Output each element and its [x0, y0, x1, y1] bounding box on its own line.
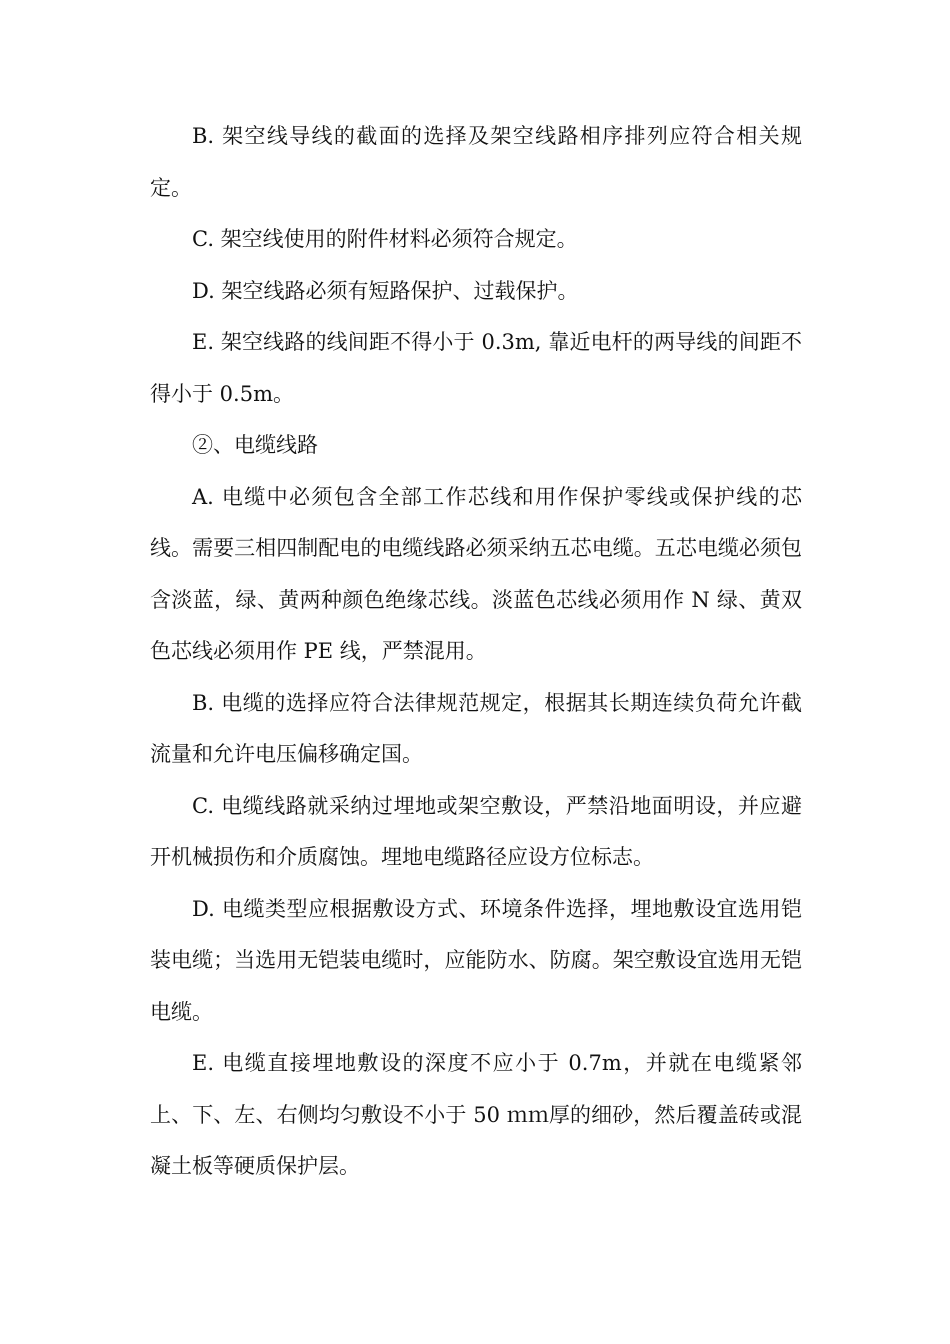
paragraph-cable-a: A. 电缆中必须包含全部工作芯线和用作保护零线或保护线的芯线。需要三相四制配电的电缆线路必须采纳五芯电缆。五芯电缆必须包含淡蓝，绿、黄两种颜色绝缘芯线。淡蓝色芯线必须用作 N 绿、黄双色芯线必须用作 PE 线，严禁混用。: [150, 484, 802, 663]
paragraph-cable-d: D. 电缆类型应根据敷设方式、环境条件选择，埋地敷设宜选用铠装电缆；当选用无铠装电缆时，应能防水、防腐。架空敷设宜选用无铠电缆。: [150, 896, 802, 1024]
paragraph-overhead-d: D. 架空线路必须有短路保护、过载保护。: [192, 278, 579, 303]
paragraph-overhead-e: E. 架空线路的线间距不得小于 0.3m, 靠近电杆的两导线的间距不得小于 0.5m。: [150, 330, 802, 406]
section-heading-cable-lines: ②、电缆线路: [192, 433, 318, 457]
paragraph-cable-c: C. 电缆线路就采纳过埋地或架空敷设，严禁沿地面明设，并应避开机械损伤和介质腐蚀。埋地电缆路径应设方位标志。: [150, 793, 802, 869]
paragraph-overhead-b: B. 架空线导线的截面的选择及架空线路相序排列应符合相关规定。: [150, 124, 802, 200]
paragraph-overhead-c: C. 架空线使用的附件材料必须符合规定。: [192, 227, 578, 251]
document-page: [150, 111, 802, 1193]
paragraph-cable-b: B. 电缆的选择应符合法律规范规定，根据其长期连续负荷允许截流量和允许电压偏移确定国。: [150, 690, 802, 766]
paragraph-cable-e: E. 电缆直接埋地敷设的深度不应小于 0.7m，并就在电缆紧邻上、下、左、右侧均匀敷设不小于 50 ｍｍ厚的细砂，然后覆盖砖或混凝土板等硬质保护层。: [150, 1051, 802, 1178]
